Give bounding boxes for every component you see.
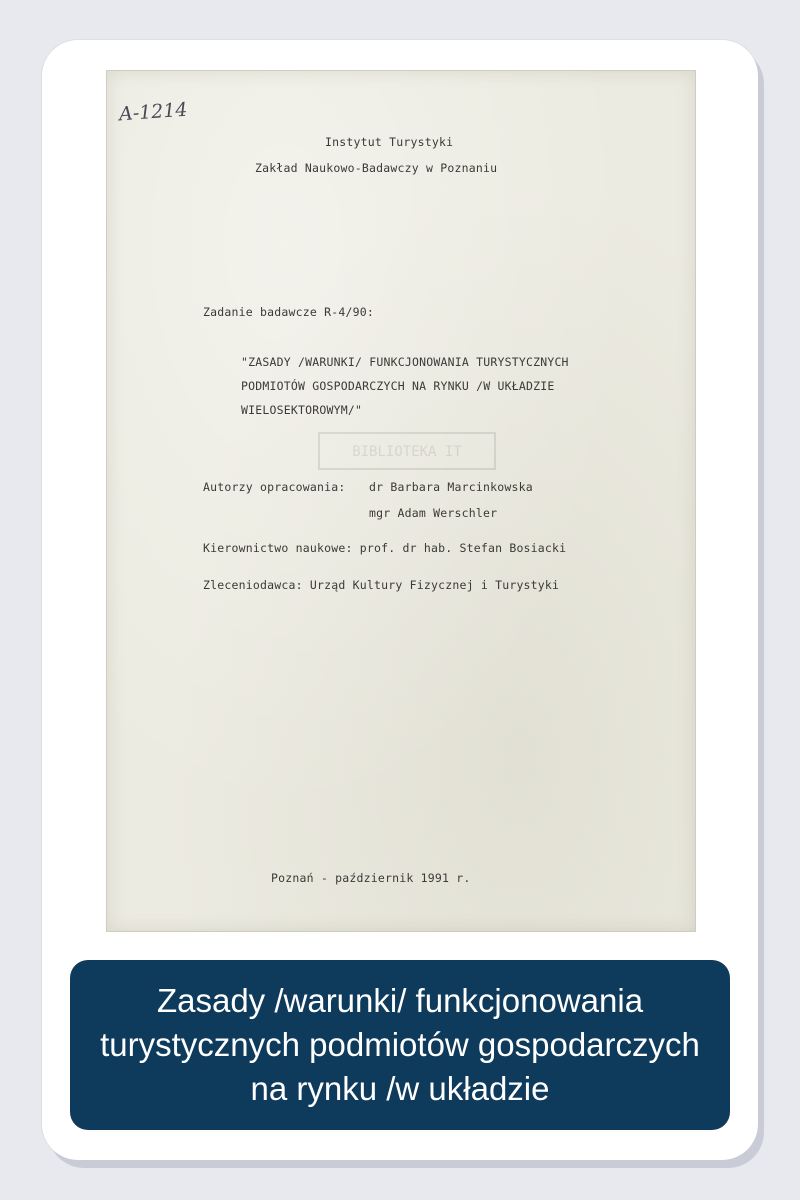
stamp-text: BIBLIOTEKA IT <box>352 444 462 460</box>
place-and-date: Poznań - październik 1991 r. <box>271 871 471 885</box>
title-line-2: PODMIOTÓW GOSPODARCZYCH NA RYNKU /W UKŁADZIE <box>241 379 555 393</box>
institute-name: Instytut Turystyki <box>325 135 454 149</box>
handwritten-reference: A-1214 <box>118 98 189 126</box>
caption-banner <box>70 960 730 1130</box>
library-stamp-mark <box>317 431 497 471</box>
commissioning-body: Zleceniodawca: Urząd Kultury Fizycznej i Turystyki <box>203 578 560 592</box>
author-1: dr Barbara Marcinkowska <box>369 480 533 494</box>
title-line-1: "ZASADY /WARUNKI/ FUNKCJONOWANIA TURYSTYCZNYCH <box>241 355 569 369</box>
department-name: Zakład Naukowo-Badawczy w Poznaniu <box>255 161 498 175</box>
scientific-supervision: Kierownictwo naukowe: prof. dr hab. Stefan Bosiacki <box>203 541 567 555</box>
task-label: Zadanie badawcze R-4/90: <box>203 305 374 319</box>
title-line-3: WIELOSEKTOROWYM/" <box>241 403 363 417</box>
caption-title: Zasady /warunki/ funkcjonowania turystycznych podmiotów gospodarczych na rynku /w układzie <box>100 982 700 1107</box>
author-2: mgr Adam Werschler <box>369 506 498 520</box>
authors-label: Autorzy opracowania: <box>203 480 346 494</box>
scanned-title-page <box>106 70 696 932</box>
